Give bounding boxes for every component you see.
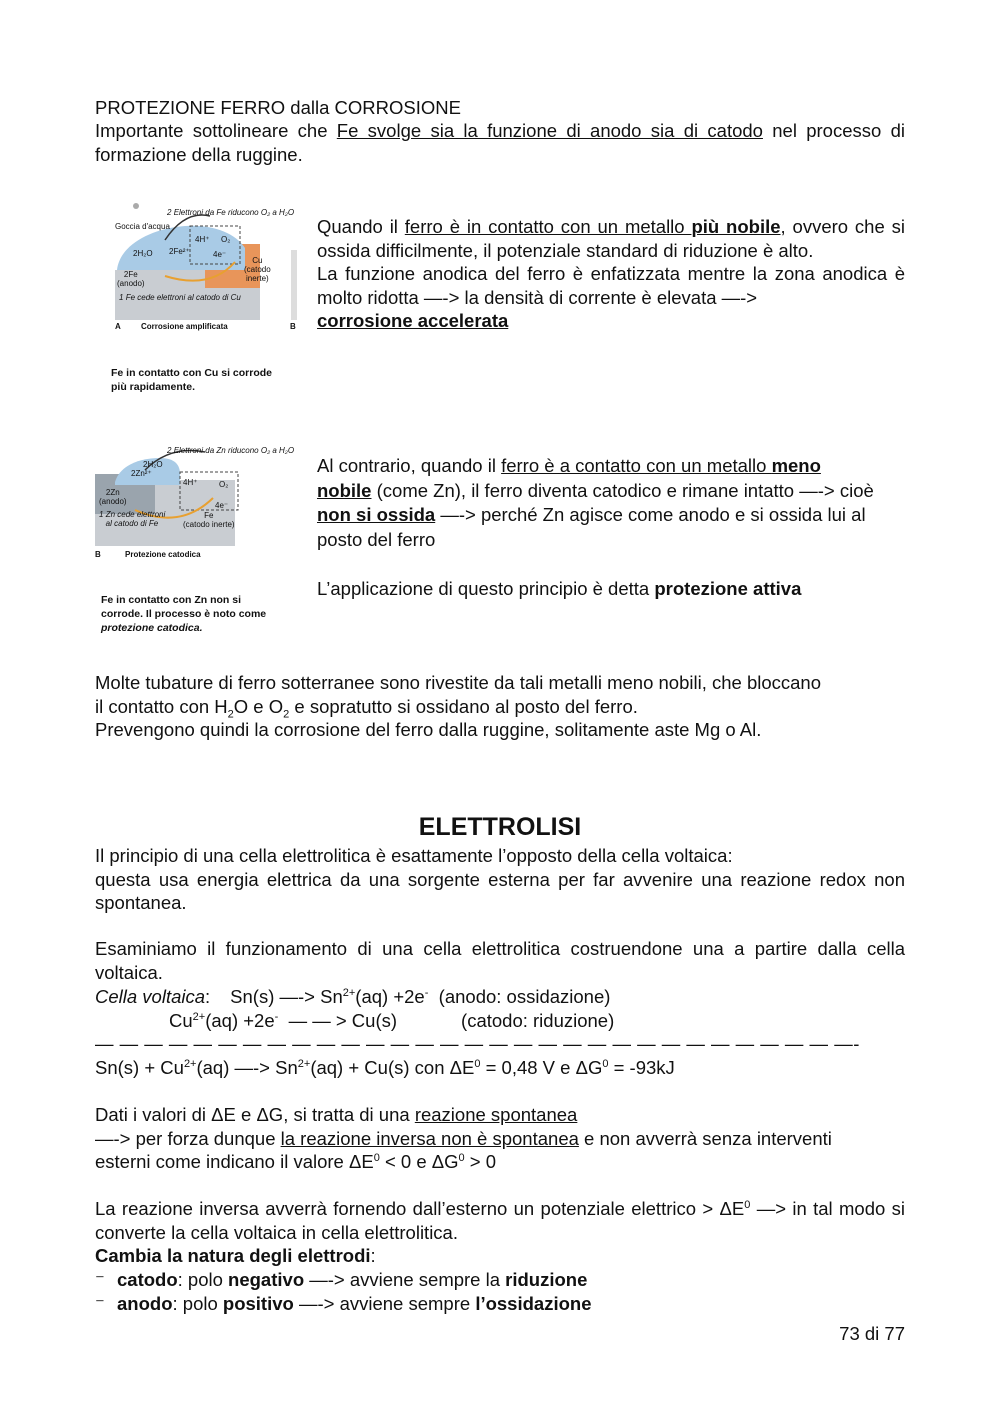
- fig2-o2: O₂: [219, 480, 229, 489]
- fig2-note: 1 Zn cede elettroni al catodo di Fe: [99, 510, 166, 528]
- fig2-zn-anode: 2Zn (anodo): [99, 488, 127, 506]
- separator-line: — — — — — — — — — — — — — — — — — — — — — — — — — — — — — — —-: [95, 1033, 860, 1054]
- fig1-h2o: 2H₂O: [133, 249, 153, 258]
- fig2-caption: Fe in contatto con Zn non si corrode. Il processo è noto come protezione catodica.: [101, 594, 267, 634]
- fig2-zn2: 2Zn²⁺: [131, 469, 152, 478]
- figure-cathodic-protection: [95, 440, 300, 565]
- fig2-h2o: 2H₂O: [143, 460, 163, 469]
- list-item-cathode: ⁻ catodo: polo negativo —-> avviene sempre la riduzione: [95, 1269, 588, 1290]
- fig1-bottom-label: Corrosione amplificata: [141, 322, 228, 331]
- fig1-fe-anode: 2Fe (anodo): [117, 270, 145, 288]
- fig1-h4: 4H⁺: [195, 235, 210, 244]
- page-number: 73 di 77: [839, 1323, 905, 1344]
- fig2-fe-label: Fe (catodo inerte): [183, 511, 235, 529]
- fig2-bottom-label: Protezione catodica: [125, 550, 201, 559]
- paragraph-active-protection: L’applicazione di questo principio è detta protezione attiva: [317, 578, 802, 599]
- fig2-h4: 4H⁺: [183, 478, 198, 487]
- intro-paragraph: Importante sottolineare che Fe svolge sia la funzione di anodo sia di catodo nel processo di formazione della ruggine.: [95, 120, 905, 165]
- bullet: ⁻: [95, 1269, 105, 1290]
- paragraph-less-noble-metal: Al contrario, quando il ferro è a contatto con un metallo meno nobile (come Zn), il ferro diventa catodico e rimane intatto —-> cioè non si ossida —-> perché Zn agisce come anodo e si ossida lui al posto del ferro: [317, 455, 874, 550]
- fig1-e4: 4e⁻: [213, 250, 227, 259]
- section-title-elettrolisi: ELETTROLISI: [418, 813, 582, 841]
- paragraph-examine: Esaminiamo il funzionamento di una cella elettrolitica costruendone una a partire dalla cella voltaica.: [95, 938, 905, 983]
- reaction-anode: Cella voltaica: Sn(s) —-> $Sn^{2+}(aq) +2e^-$ (anodo: ossidazione): [95, 986, 611, 1007]
- electrodes-heading: Cambia la natura degli elettrodi:: [95, 1245, 376, 1266]
- fig2-e4: 4e⁻: [215, 501, 229, 510]
- paragraph-reverse: La reazione inversa avverrà fornendo dall’esterno un potenziale elettrico > $\Delta E^0$ —> in tal modo si converte la cella voltaica in cella elettrolitica.: [95, 1198, 905, 1243]
- fig1-note: 1 Fe cede elettroni al catodo di Cu: [119, 293, 241, 302]
- fig2-header: 2 Elettroni da Zn riducono O₂ a H₂O: [167, 446, 295, 455]
- fig1-letter-b: B: [290, 322, 296, 331]
- bullet: ⁻: [95, 1293, 105, 1314]
- fig2-letter-b: B: [95, 550, 101, 559]
- reaction-sum: $Sn(s) + Cu^{2+}(aq)$ —-> $Sn^{2+}(aq) + Cu(s)$ con $\Delta E^0 = 0,48$ V e $\Delta G^0 = -93kJ$: [95, 1057, 675, 1078]
- fig1-header: 2 Elettroni da Fe riducono O₂ a H₂O: [167, 208, 295, 217]
- paragraph-electrolytic-intro: Il principio di una cella elettrolitica è esattamente l’opposto della cella voltaica: questa usa energia elettrica da una sorgente esterna per far avvenire una reazione redox non spontanea.: [95, 845, 905, 913]
- fig1-o2: O₂: [221, 235, 231, 244]
- figure-corrosion-amplified: [95, 198, 300, 336]
- fig1-cu-label: Cu (catodo inerte): [244, 256, 271, 283]
- paragraph-noble-metal: Quando il ferro è in contatto con un metallo più nobile, ovvero che si ossida difficilmente, il potenziale standard di riduzione è alto. La funzione anodica del ferro è enfatizzata mentre la zona anodica è molto ridotta —-> la densità di corrente è elevata —-> corrosione accelerata: [317, 216, 905, 331]
- fig1-caption: Fe in contatto con Cu si corrode più rapidamente.: [111, 367, 273, 393]
- paragraph-pipes: Molte tubature di ferro sotterranee sono rivestite da tali metalli meno nobili, che bloccano il contatto con $H_2O$ e $O_2$ e sopratutto si ossidano al posto del ferro. Prevengono quindi la corrosione del ferro dalla ruggine, solitamente aste Mg o Al.: [95, 672, 821, 740]
- list-item-anode: ⁻ anodo: polo positivo —-> avviene sempre l’ossidazione: [95, 1293, 592, 1314]
- fig1-letter-a: A: [115, 322, 121, 331]
- section-title: PROTEZIONE FERRO dalla CORROSIONE: [95, 97, 461, 118]
- paragraph-spontaneous: Dati i valori di ΔE e ΔG, si tratta di una reazione spontanea —-> per forza dunque la reazione inversa non è spontanea e non avverrà senza interventi esterni come indicano il valore $\Delta E^0 < 0$ e $\Delta G^0 > 0$: [95, 1104, 832, 1172]
- fig1-fe2: 2Fe²⁺: [169, 247, 190, 256]
- fig1-drop-label: Goccia d'acqua: [115, 222, 170, 231]
- reaction-cathode: $Cu^{2+}(aq) +2e^-$ — — > Cu(s) (catodo: riduzione): [169, 1010, 615, 1031]
